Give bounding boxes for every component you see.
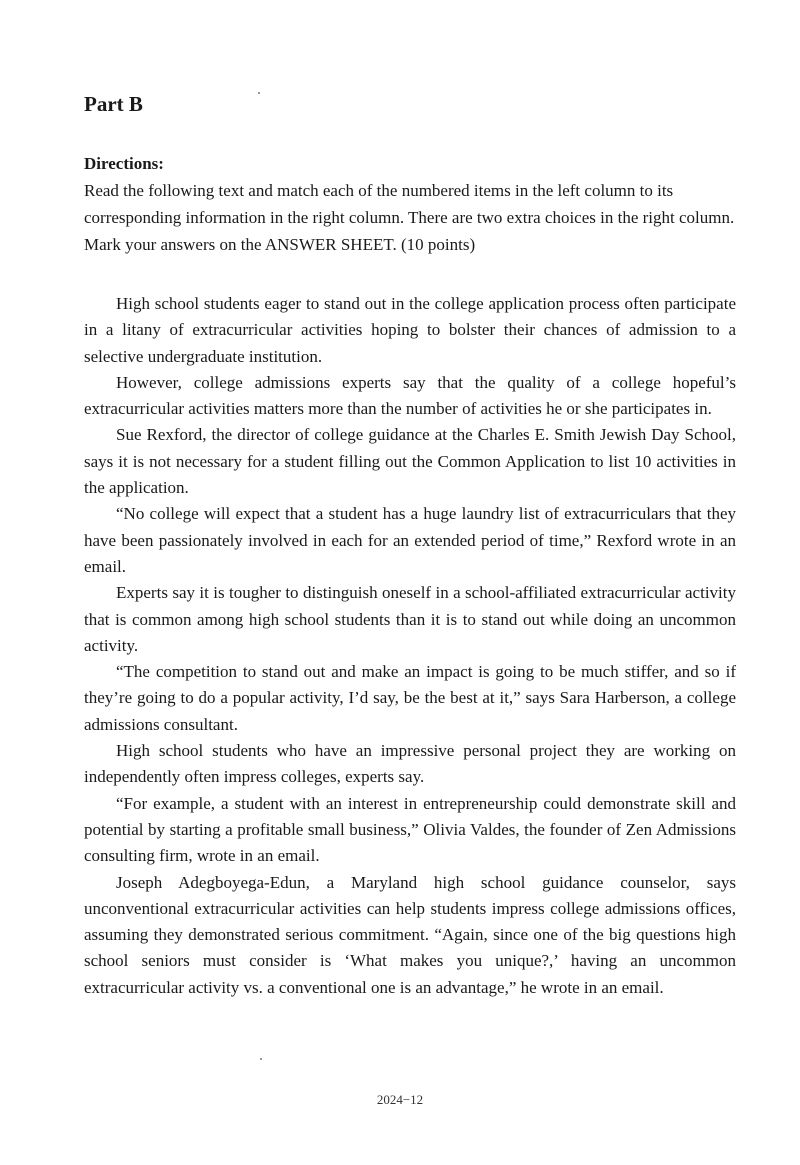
passage-paragraph: High school students eager to stand out in the college application process often participate in a litany of extracurricular activities hoping to bolster their chances of admission to a selective undergraduate institution. <box>84 294 736 366</box>
reading-passage <box>84 291 736 1001</box>
passage-paragraph: High school students who have an impressive personal project they are working on independently often impress colleges, experts say. <box>84 741 736 787</box>
passage-paragraph: However, college admissions experts say that the quality of a college hopeful’s extracurricular activities matters more than the number of activities he or she participates in. <box>84 372 736 419</box>
passage-paragraph: Joseph Adegboyega-Edun, a Maryland high school guidance counselor, says unconventional extracurricular activities can help students impress college admissions offices, assuming they demonstrated serious commitment. “Again, since one of the big questions high school seniors must consider is ‘What makes you unique?,’ having an uncommon extracurricular activity vs. a conventional one is an advantage,” he wrote in an email. <box>84 872 736 997</box>
passage-paragraph: “For example, a student with an interest in entrepreneurship could demonstrate skill and potential by starting a profitable small business,” Olivia Valdes, the founder of Zen Admissions consulting firm, wrote in an email. <box>84 793 736 866</box>
directions-text: Read the following text and match each of the numbered items in the left column to its corresponding information in the right column. There are two extra choices in the right column. Mark your answers on the ANSWER SHEET. (10 points) <box>84 181 735 254</box>
passage-paragraph: Sue Rexford, the director of college guidance at the Charles E. Smith Jewish Day School, says it is not necessary for a student filling out the Common Application to list 10 activities in the application. <box>84 425 736 498</box>
passage-paragraph: Experts say it is tougher to distinguish oneself in a school-affiliated extracurricular activity that is common among high school students than it is to stand out while doing an uncommon activity. <box>84 583 736 655</box>
passage-paragraph: “No college will expect that a student has a huge laundry list of extracurriculars that they have been passionately involved in each for an extended period of time,” Rexford wrote in an email. <box>84 504 736 576</box>
part-heading: Part B <box>84 92 143 116</box>
scan-speck <box>258 92 260 94</box>
scan-speck <box>260 1058 262 1060</box>
page-number: 2024−12 <box>376 1092 424 1107</box>
directions-label: Directions: <box>84 154 164 173</box>
directions-block <box>84 151 736 258</box>
passage-paragraph: “The competition to stand out and make an impact is going to be much stiffer, and so if they’re going to do a popular activity, I’d say, be the best at it,” says Sara Harberson, a college admissions consultant. <box>84 662 736 734</box>
